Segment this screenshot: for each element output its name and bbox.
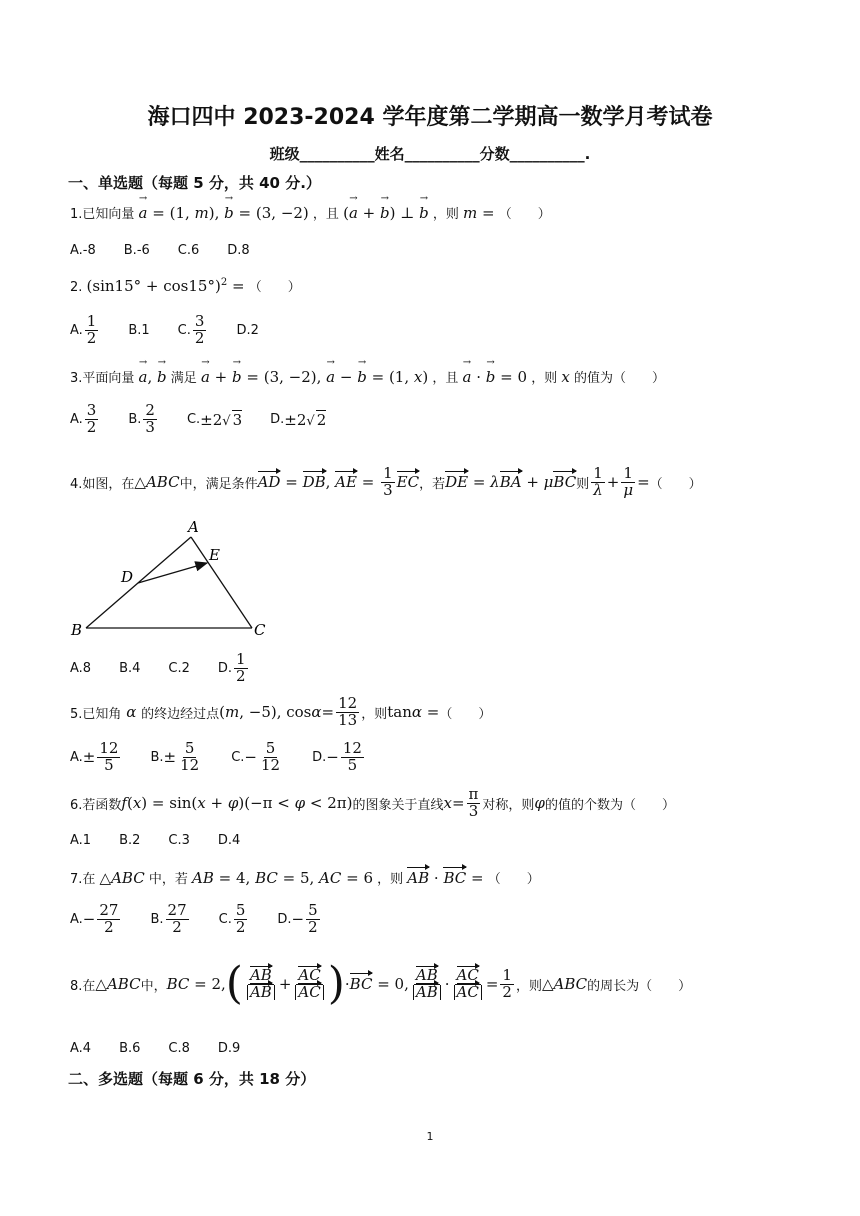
q8-formula-triangle: △ABC bbox=[95, 975, 141, 993]
q1-option-b[interactable]: B.-6 bbox=[123, 243, 150, 258]
q1-end: （ ） bbox=[498, 207, 551, 222]
page-number: 1 bbox=[426, 1130, 434, 1143]
q2-option-c[interactable]: C. $\frac{3}{2}$ bbox=[177, 312, 205, 347]
question-3 bbox=[70, 367, 665, 386]
q3-formula-sums: a → + b → = (3, −2), a → − b → = (1, x) bbox=[201, 368, 428, 386]
label-c: C bbox=[254, 621, 266, 639]
q5-end: （ ） bbox=[439, 706, 492, 722]
q3-formula-dot: a → · b → = 0 bbox=[463, 368, 528, 386]
q8-option-b[interactable]: B.6 bbox=[119, 1041, 141, 1056]
page-title: 海口四中 2023-2024 学年度第二学期高一数学月考试卷 bbox=[147, 105, 713, 130]
q2-option-a[interactable]: A. $\frac{1}{2}$ bbox=[70, 312, 97, 347]
q6-formula-phi: φ bbox=[534, 794, 545, 813]
q5-options bbox=[70, 741, 394, 774]
q8-option-c[interactable]: C.8 bbox=[168, 1041, 190, 1056]
question-1 bbox=[70, 203, 551, 222]
q1-option-d[interactable]: D.8 bbox=[227, 243, 250, 258]
q1-option-c[interactable]: C.6 bbox=[177, 243, 200, 258]
side-ac bbox=[191, 537, 252, 628]
vector-de bbox=[138, 563, 207, 583]
q7-prefix: 7.在 bbox=[70, 872, 96, 887]
q1-option-a[interactable]: A.-8 bbox=[70, 243, 96, 258]
q5-prefix: 5.已知角 bbox=[70, 706, 122, 722]
q8-prefix: 8.在 bbox=[70, 978, 96, 994]
q7-mid2: ，则 bbox=[377, 872, 404, 887]
q3-option-b[interactable]: B. $\frac{2}{3}$ bbox=[128, 401, 155, 436]
q4-end: （ ） bbox=[649, 476, 702, 492]
q7-mid1: 中，若 bbox=[148, 872, 188, 887]
q4-formula-triangle: △ABC bbox=[134, 473, 180, 492]
q2-option-b[interactable]: B.1 bbox=[128, 322, 150, 338]
q7-formula-sides: AB = 4, BC = 5, AC = 6 bbox=[192, 869, 373, 887]
q4-option-d[interactable]: D. $\frac{1}{2}$ bbox=[217, 650, 246, 685]
q3-option-d[interactable]: D. ±2√ 2 bbox=[270, 410, 327, 429]
q7-option-a[interactable]: A. − $\frac{27}{2}$ bbox=[70, 901, 119, 936]
q6-formula-line: x = $\frac{\pi}{3}$ bbox=[443, 785, 479, 820]
label-e: E bbox=[209, 546, 220, 564]
q8-option-a[interactable]: A.4 bbox=[70, 1041, 92, 1056]
q6-prefix: 6.若函数 bbox=[70, 797, 122, 813]
q5-mid2: ，则 bbox=[361, 706, 388, 722]
section-multi-choice-heading: 二、多选题（每题 6 分，共 18 分） bbox=[68, 1070, 316, 1088]
q4-option-c[interactable]: C.2 bbox=[168, 660, 190, 676]
q4-option-a[interactable]: A.8 bbox=[70, 660, 92, 676]
question-4 bbox=[70, 466, 702, 499]
q2-options bbox=[70, 314, 287, 347]
question-5 bbox=[70, 696, 491, 729]
q4-formula-sum: $\frac{1}{\lambda}$ + $\frac{1}{\mu}$ = bbox=[593, 464, 650, 499]
q6-option-b[interactable]: B.2 bbox=[119, 833, 141, 848]
q7-formula-triangle: △ABC bbox=[99, 869, 145, 887]
q4-mid2: ，若 bbox=[419, 476, 446, 492]
q5-option-a[interactable]: A. ± $\frac{12}{5}$ bbox=[70, 739, 119, 774]
q6-option-a[interactable]: A.1 bbox=[70, 833, 92, 848]
q8-formula-conditions: BC = 2, ( $\frac{AB}{AB}$ + $\frac{AC}{AC}$ ) · BC = 0, $\frac{AB}{AB}$ · $\frac{AC}{AC}$ = $\frac{1}{2}$ bbox=[166, 958, 512, 1009]
label-a: A bbox=[188, 518, 199, 536]
q5-option-b[interactable]: B. ± $\frac{5}{12}$ bbox=[150, 739, 200, 774]
q8-option-d[interactable]: D.9 bbox=[217, 1041, 241, 1056]
q3-options bbox=[70, 403, 354, 436]
student-info-line: 班级__________姓名__________分数__________. bbox=[269, 145, 591, 163]
q3-formula-x: x bbox=[561, 368, 570, 386]
q6-end: 的值的个数为（ ） bbox=[544, 797, 675, 813]
q8-options bbox=[70, 1041, 268, 1056]
q5-option-d[interactable]: D. − $\frac{12}{5}$ bbox=[312, 739, 362, 774]
q3-option-a[interactable]: A. $\frac{3}{2}$ bbox=[70, 401, 97, 436]
q6-options bbox=[70, 833, 268, 848]
q4-formula-conditions: AD = DB , AE = $\frac{1}{3}$ EC bbox=[257, 464, 420, 499]
triangle-figure bbox=[60, 515, 290, 645]
q2-prefix: 2. bbox=[70, 280, 83, 295]
q2-end: （ ） bbox=[248, 280, 301, 295]
q3-formula-vectors: a →, b → bbox=[139, 368, 167, 386]
q4-formula-de: DE = λBA + μBC bbox=[445, 473, 577, 492]
q3-option-c[interactable]: C. ±2√ 3 bbox=[186, 410, 243, 429]
q6-formula-function: f(x) = sin(x + φ)(−π < φ < 2π) bbox=[121, 794, 353, 813]
q8-end: 的周长为（ ） bbox=[587, 978, 692, 994]
q5-mid1: 的终边经过点 bbox=[141, 706, 220, 722]
q3-mid1: 满足 bbox=[170, 371, 197, 386]
q7-option-b[interactable]: B. $\frac{27}{2}$ bbox=[150, 901, 187, 936]
q2-option-d[interactable]: D.2 bbox=[236, 322, 259, 338]
q7-option-d[interactable]: D. − $\frac{5}{2}$ bbox=[277, 901, 318, 936]
q8-mid2: ，则 bbox=[515, 978, 542, 994]
q7-options bbox=[70, 903, 350, 936]
q3-mid3: ，则 bbox=[531, 371, 558, 386]
q5-formula-point: ( m , −5), cos α = $\frac{12}{13}$ bbox=[219, 694, 358, 729]
question-8 bbox=[70, 958, 692, 1009]
question-2 bbox=[70, 276, 301, 295]
q7-option-c[interactable]: C. $\frac{5}{2}$ bbox=[218, 901, 246, 936]
q4-option-b[interactable]: B.4 bbox=[119, 660, 141, 676]
q6-option-c[interactable]: C.3 bbox=[168, 833, 190, 848]
q4-mid3: 则 bbox=[576, 476, 590, 492]
q1-options bbox=[70, 243, 278, 258]
q4-mid1: 中，满足条件 bbox=[179, 476, 258, 492]
q7-end: （ ） bbox=[487, 872, 540, 887]
question-7 bbox=[70, 868, 540, 887]
q3-prefix: 3.平面向量 bbox=[70, 371, 135, 386]
section-single-choice-heading: 一、单选题（每题 5 分，共 40 分.） bbox=[68, 174, 321, 192]
label-d: D bbox=[121, 568, 134, 586]
q5-formula-alpha: α bbox=[126, 703, 137, 722]
q1-formula-m: m = bbox=[463, 204, 495, 222]
q1-formula-perp: (a → + b →) ⊥ b → bbox=[343, 204, 429, 222]
q6-mid1: 的图象关于直线 bbox=[352, 797, 444, 813]
q4-options bbox=[70, 652, 278, 685]
label-b: B bbox=[71, 621, 83, 639]
q3-mid2: ，且 bbox=[432, 371, 459, 386]
q1-mid2: ，则 bbox=[432, 207, 459, 222]
q2-formula: $(\sin 15^\circ + \cos 15^\circ)^2$ = bbox=[86, 277, 245, 295]
q8-formula-triangle-2: △ABC bbox=[541, 975, 588, 993]
q4-prefix: 4.如图，在 bbox=[70, 476, 135, 492]
q1-mid1: ，且 bbox=[312, 207, 339, 222]
q5-option-c[interactable]: C. − $\frac{5}{12}$ bbox=[231, 739, 281, 774]
q1-formula-vectors: a → = (1, m), b → = (3, −2) bbox=[139, 204, 309, 222]
q8-mid1: 中， bbox=[140, 978, 167, 994]
q6-option-d[interactable]: D.4 bbox=[217, 833, 241, 848]
q6-mid2: 对称，则 bbox=[482, 797, 535, 813]
q3-end: 的值为（ ） bbox=[573, 371, 665, 386]
q7-formula-dot: AB · BC = bbox=[407, 869, 484, 887]
q1-prefix: 1.已知向量 bbox=[70, 207, 135, 222]
question-6 bbox=[70, 787, 675, 820]
q5-formula-tan: tanα = bbox=[387, 703, 440, 722]
